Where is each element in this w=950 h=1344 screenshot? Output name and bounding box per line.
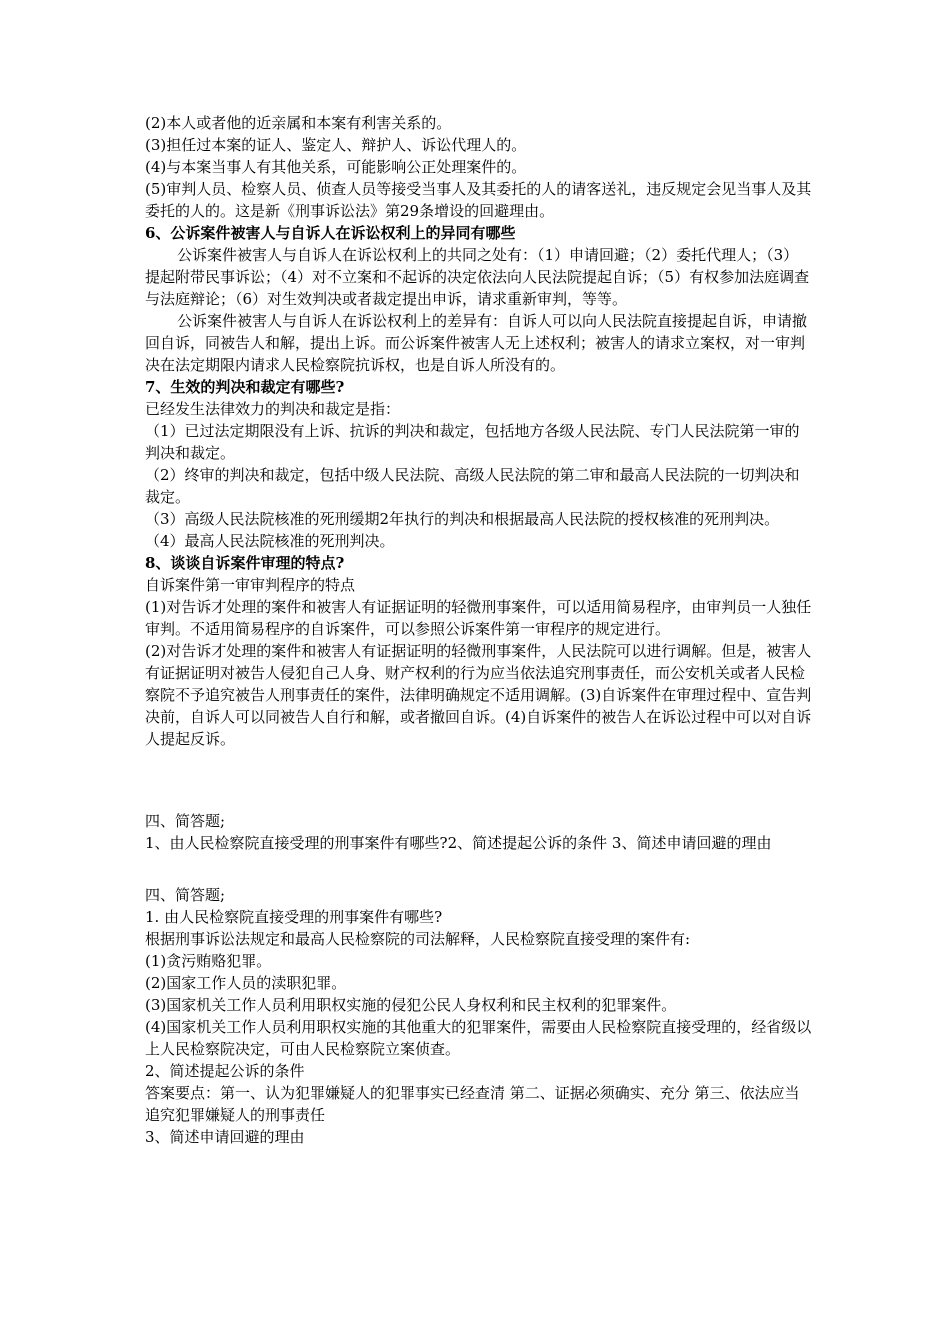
line-4: (5)审判人员、检察人员、侦查人员等接受当事人及其委托的人的请客送礼，违反规定会见当事人及其委托的人的。这是新《刑事诉讼法》第29条增设的回避理由。 bbox=[145, 180, 812, 220]
q8-intro: 自诉案件第一审审判程序的特点 bbox=[145, 576, 356, 594]
document-page bbox=[145, 112, 813, 1148]
line-3: (4)与本案当事人有其他关系，可能影响公正处理案件的。 bbox=[145, 158, 527, 176]
section4b-item-4: (4)国家机关工作人员利用职权实施的其他重大的犯罪案件，需要由人民检察院直接受理的，经省级以上人民检察院决定，可由人民检察院立案侦查。 bbox=[145, 1018, 812, 1058]
spacer bbox=[145, 750, 813, 810]
q7-intro: 已经发生法律效力的判决和裁定是指： bbox=[145, 400, 401, 418]
q8-title: 8、谈谈自诉案件审理的特点? bbox=[145, 554, 345, 572]
q7-item-3: （3）高级人民法院核准的死刑缓期2年执行的判决和根据最高人民法院的授权核准的死刑判决。 bbox=[145, 510, 780, 528]
section4b-title: 四、简答题; bbox=[145, 886, 226, 904]
q7-title: 7、生效的判决和裁定有哪些? bbox=[145, 378, 345, 396]
q7-item-4: （4）最高人民法院核准的死刑判决。 bbox=[145, 532, 395, 550]
q7-item-2: （2）终审的判决和裁定，包括中级人民法院、高级人民法院的第二审和最高人民法院的一切判决和裁定。 bbox=[145, 466, 800, 506]
section4b-intro: 根据刑事诉讼法规定和最高人民检察院的司法解释，人民检察院直接受理的案件有: bbox=[145, 930, 691, 948]
section4b-answer-2: 答案要点：第一、认为犯罪嫌疑人的犯罪事实已经查清 第二、证据必须确实、充分 第三、依法应当追究犯罪嫌疑人的刑事责任 bbox=[145, 1084, 800, 1124]
section4a-text: 1、由人民检察院直接受理的刑事案件有哪些?2、简述提起公诉的条件 3、简述申请回避的理由 bbox=[145, 834, 772, 852]
line-1: (2)本人或者他的近亲属和本案有利害关系的。 bbox=[145, 114, 452, 132]
section4a-title: 四、简答题; bbox=[145, 812, 226, 830]
section4b-item-3: (3)国家机关工作人员利用职权实施的侵犯公民人身权利和民主权利的犯罪案件。 bbox=[145, 996, 677, 1014]
line-2: (3)担任过本案的证人、鉴定人、辩护人、诉讼代理人的。 bbox=[145, 136, 527, 154]
section4b-question-2: 2、简述提起公诉的条件 bbox=[145, 1062, 305, 1080]
section4b-question-1: 1. 由人民检察院直接受理的刑事案件有哪些? bbox=[145, 908, 443, 926]
q6-paragraph-2: 公诉案件被害人与自诉人在诉讼权利上的差异有：自诉人可以向人民法院直接提起自诉，申请撤回自诉，同被告人和解，提出上诉。而公诉案件被害人无上述权利；被害人的请求立案权，对一审判决在法定期限内请求人民检察院抗诉权，也是自诉人所没有的。 bbox=[145, 312, 808, 374]
section4b-item-1: (1)贪污贿赂犯罪。 bbox=[145, 952, 272, 970]
q6-title: 6、公诉案件被害人与自诉人在诉讼权利上的异同有哪些 bbox=[145, 224, 516, 242]
q8-paragraph-1: (1)对告诉才处理的案件和被害人有证据证明的轻微刑事案件，可以适用简易程序，由审判员一人独任审判。不适用简易程序的自诉案件，可以参照公诉案件第一审程序的规定进行。 bbox=[145, 598, 812, 638]
q7-item-1: （1）已过法定期限没有上诉、抗诉的判决和裁定，包括地方各级人民法院、专门人民法院第一审的判决和裁定。 bbox=[145, 422, 800, 462]
section4b-question-3: 3、简述申请回避的理由 bbox=[145, 1128, 305, 1146]
section4b-item-2: (2)国家工作人员的渎职犯罪。 bbox=[145, 974, 347, 992]
spacer bbox=[145, 854, 813, 884]
q8-paragraph-2: (2)对告诉才处理的案件和被害人有证据证明的轻微刑事案件，人民法院可以进行调解。但是，被害人有证据证明对被告人侵犯自己人身、财产权利的行为应当依法追究刑事责任，而公安机关或者人民检察院不予追究被告人刑事责任的案件，法律明确规定不适用调解。(3)自诉案件在审理过程中、宣告判决前，自诉人可以同被告人自行和解，或者撤回自诉。(4)自诉案件的被告人在诉讼过程中可以对自诉人提起反诉。 bbox=[145, 642, 812, 748]
q6-paragraph-1: 公诉案件被害人与自诉人在诉讼权利上的共同之处有：（1）申请回避；（2）委托代理人；（3）提起附带民事诉讼；（4）对不立案和不起诉的决定依法向人民法院提起自诉；（5）有权参加法庭调查与法庭辩论；（6）对生效判决或者裁定提出申诉，请求重新审判，等等。 bbox=[145, 246, 810, 308]
